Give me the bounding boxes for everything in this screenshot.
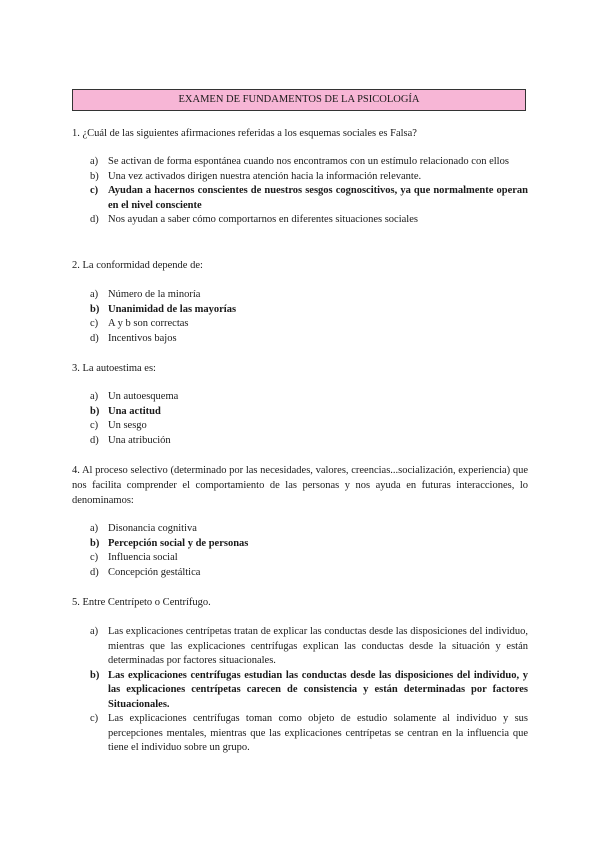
question-5: 5. Entre Centrípeto o Centrífugo. bbox=[72, 597, 211, 608]
option-4d: d) Concepción gestáltica bbox=[90, 566, 201, 578]
option-2d: d) Incentivos bajos bbox=[90, 332, 177, 344]
question-2-options bbox=[90, 288, 528, 346]
option-3a: a) Un autoesquema bbox=[90, 391, 179, 402]
option-3d: d) Una atribución bbox=[90, 434, 171, 446]
option-4b-correct: b) Percepción social y de personas bbox=[90, 537, 249, 549]
option-1c-correct: c) Ayudan a hacernos conscientes de nuestros sesgos cognoscitivos, ya que normalmente operan en el nivel consciente bbox=[90, 185, 528, 211]
option-5b-correct: b) Las explicaciones centrífugas estudian las conductas desde las disposiciones del individuo, y las explicaciones centrípetas carecen de consistencia y están determinadas por factores Situacionales. bbox=[90, 669, 528, 710]
question-4: 4. Al proceso selectivo (determinado por las necesidades, valores, creencias...socialización, experiencia) que nos facilita comprender el comportamiento de las personas y nos ayuda en futuras interacciones, lo denominamos: bbox=[72, 465, 528, 506]
option-5a: a) Las explicaciones centrípetas tratan de explicar las conductas desde las disposiciones del individuo, mientras que las explicaciones centrífugas explican las conductas desde la situación y están determinadas por factores situacionales. bbox=[90, 626, 528, 666]
question-4-options bbox=[90, 522, 528, 580]
option-2a: a) Número de la minoría bbox=[90, 289, 201, 300]
option-3b-correct: b) Una actitud bbox=[90, 405, 161, 417]
option-2b-correct: b) Unanimidad de las mayorías bbox=[90, 303, 237, 315]
option-4c: c) Influencia social bbox=[90, 552, 178, 563]
question-3: 3. La autoestima es: bbox=[72, 363, 156, 374]
question-3-options bbox=[90, 390, 528, 448]
question-2: 2. La conformidad depende de: bbox=[72, 260, 203, 271]
question-1-options bbox=[90, 155, 528, 228]
option-1d: d) Nos ayudan a saber cómo comportarnos en diferentes situaciones sociales bbox=[90, 214, 418, 225]
option-3c: c) Un sesgo bbox=[90, 420, 147, 431]
question-1: 1. ¿Cuál de las siguientes afirmaciones referidas a los esquemas sociales es Falsa? bbox=[72, 128, 417, 139]
option-4a: a) Disonancia cognitiva bbox=[90, 523, 197, 534]
option-2c: c) A y b son correctas bbox=[90, 318, 189, 329]
question-5-options bbox=[90, 625, 528, 756]
option-5c: c) Las explicaciones centrífugas toman como objeto de estudio solamente al individuo y sus percepciones mentales, mientras que las explicaciones centrípetas se centran en la influencia que tiene el individuo sobre un grupo. bbox=[90, 713, 528, 753]
option-1a: a) Se activan de forma espontánea cuando nos encontramos con un estímulo relacionado con ellos bbox=[90, 156, 509, 167]
option-1b: b) Una vez activados dirigen nuestra atención hacia la información relevante. bbox=[90, 170, 422, 182]
exam-title: EXAMEN DE FUNDAMENTOS DE LA PSICOLOGÍA bbox=[72, 89, 526, 111]
